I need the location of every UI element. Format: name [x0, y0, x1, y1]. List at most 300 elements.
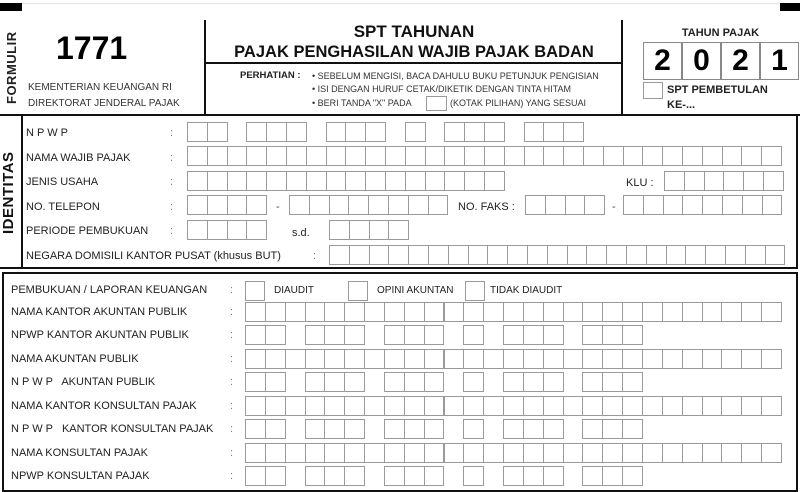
nama-kantor-akuntan-cell[interactable] [503, 302, 524, 322]
negara-domisili-cell[interactable] [448, 245, 469, 265]
nama-konsultan-cell[interactable] [563, 443, 584, 463]
nama-kantor-konsultan-cell[interactable] [444, 396, 465, 416]
nama-akuntan-cell[interactable] [404, 349, 425, 369]
nama-kantor-konsultan-cell[interactable] [324, 396, 345, 416]
periode-awal-cell[interactable] [246, 220, 267, 240]
nama-konsultan-cell[interactable] [384, 443, 405, 463]
telepon-number-cell[interactable] [289, 195, 310, 215]
negara-domisili-cell[interactable] [408, 245, 429, 265]
diaudit-checkbox[interactable] [245, 281, 265, 301]
negara-domisili-cell[interactable] [547, 245, 568, 265]
negara-domisili-cell[interactable] [487, 245, 508, 265]
npwp-konsultan-cell[interactable] [622, 466, 643, 486]
npwp-konsultan-cell[interactable] [305, 466, 326, 486]
npwp-konsultan-cell[interactable] [384, 466, 405, 486]
npwp-konsultan-cell[interactable] [404, 466, 425, 486]
nama-wajib-pajak-cell[interactable] [741, 146, 762, 166]
npwp-konsultan-cell[interactable] [582, 466, 603, 486]
npwp-akuntan-cell[interactable] [424, 372, 445, 392]
faks-number-cell[interactable] [643, 195, 664, 215]
periode-awal-cell[interactable] [207, 220, 228, 240]
nama-akuntan-cell[interactable] [682, 349, 703, 369]
npwp-kantor-akuntan-cell[interactable] [543, 325, 564, 345]
periode-akhir-cell[interactable] [388, 220, 409, 240]
nama-wajib-pajak-cell[interactable] [266, 146, 287, 166]
nama-wajib-pajak-cell[interactable] [583, 146, 604, 166]
nama-kantor-konsultan-cell[interactable] [582, 396, 603, 416]
opini-akuntan-checkbox[interactable] [348, 281, 368, 301]
telepon-number-cell[interactable] [309, 195, 330, 215]
telepon-number-cell[interactable] [329, 195, 350, 215]
telepon-number-cell[interactable] [428, 195, 449, 215]
nama-konsultan-cell[interactable] [344, 443, 365, 463]
nama-konsultan-cell[interactable] [662, 443, 683, 463]
nama-akuntan-cell[interactable] [582, 349, 603, 369]
npwp-kantor-akuntan-cell[interactable] [245, 325, 266, 345]
nama-kantor-akuntan-cell[interactable] [523, 302, 544, 322]
npwp-kantor-konsultan-cell[interactable] [305, 419, 326, 439]
nama-kantor-konsultan-cell[interactable] [622, 396, 643, 416]
npwp-kantor-konsultan-cell[interactable] [523, 419, 544, 439]
nama-kantor-akuntan-cell[interactable] [761, 302, 782, 322]
nama-wajib-pajak-cell[interactable] [246, 146, 267, 166]
nama-kantor-akuntan-cell[interactable] [463, 302, 484, 322]
nama-kantor-konsultan-cell[interactable] [364, 396, 385, 416]
negara-domisili-cell[interactable] [606, 245, 627, 265]
npwp-kantor-konsultan-cell[interactable] [622, 419, 643, 439]
npwp-akuntan-cell[interactable] [503, 372, 524, 392]
nama-wajib-pajak-cell[interactable] [286, 146, 307, 166]
nama-akuntan-cell[interactable] [543, 349, 564, 369]
nama-wajib-pajak-cell[interactable] [464, 146, 485, 166]
nama-wajib-pajak-cell[interactable] [603, 146, 624, 166]
nama-konsultan-cell[interactable] [721, 443, 742, 463]
negara-domisili-cell[interactable] [507, 245, 528, 265]
npwp-konsultan-cell[interactable] [324, 466, 345, 486]
negara-domisili-cell[interactable] [468, 245, 489, 265]
npwp-konsultan-cell[interactable] [265, 466, 286, 486]
year-digit-2[interactable]: 0 [682, 42, 721, 80]
jenis-usaha-cell[interactable] [425, 171, 446, 191]
nama-wajib-pajak-cell[interactable] [306, 146, 327, 166]
nama-akuntan-cell[interactable] [424, 349, 445, 369]
nama-akuntan-cell[interactable] [305, 349, 326, 369]
npwp-akuntan-cell[interactable] [523, 372, 544, 392]
npwp-cell[interactable] [187, 122, 208, 142]
npwp-kantor-konsultan-cell[interactable] [344, 419, 365, 439]
nama-kantor-konsultan-cell[interactable] [642, 396, 663, 416]
jenis-usaha-cell[interactable] [306, 171, 327, 191]
spt-pembetulan-checkbox[interactable] [643, 82, 663, 99]
nama-wajib-pajak-cell[interactable] [425, 146, 446, 166]
nama-wajib-pajak-cell[interactable] [345, 146, 366, 166]
npwp-kantor-konsultan-cell[interactable] [324, 419, 345, 439]
klu-cell[interactable] [684, 171, 705, 191]
nama-kantor-akuntan-cell[interactable] [582, 302, 603, 322]
nama-wajib-pajak-cell[interactable] [207, 146, 228, 166]
periode-akhir-cell[interactable] [329, 220, 350, 240]
periode-akhir-cell[interactable] [349, 220, 370, 240]
nama-wajib-pajak-cell[interactable] [444, 146, 465, 166]
year-digit-3[interactable]: 2 [721, 42, 760, 80]
nama-kantor-akuntan-cell[interactable] [245, 302, 266, 322]
nama-kantor-konsultan-cell[interactable] [602, 396, 623, 416]
faks-number-cell[interactable] [663, 195, 684, 215]
npwp-cell[interactable] [345, 122, 366, 142]
npwp-konsultan-cell[interactable] [523, 466, 544, 486]
nama-kantor-konsultan-cell[interactable] [404, 396, 425, 416]
nama-kantor-akuntan-cell[interactable] [424, 302, 445, 322]
jenis-usaha-cell[interactable] [405, 171, 426, 191]
nama-kantor-akuntan-cell[interactable] [285, 302, 306, 322]
nama-konsultan-cell[interactable] [602, 443, 623, 463]
klu-cell[interactable] [664, 171, 685, 191]
npwp-konsultan-cell[interactable] [503, 466, 524, 486]
nama-konsultan-cell[interactable] [702, 443, 723, 463]
faks-number-cell[interactable] [722, 195, 743, 215]
nama-konsultan-cell[interactable] [324, 443, 345, 463]
nama-kantor-akuntan-cell[interactable] [324, 302, 345, 322]
nama-kantor-akuntan-cell[interactable] [305, 302, 326, 322]
nama-wajib-pajak-cell[interactable] [365, 146, 386, 166]
telepon-number-cell[interactable] [348, 195, 369, 215]
npwp-cell[interactable] [524, 122, 545, 142]
npwp-kantor-akuntan-cell[interactable] [424, 325, 445, 345]
nama-akuntan-cell[interactable] [503, 349, 524, 369]
npwp-konsultan-cell[interactable] [463, 466, 484, 486]
npwp-cell[interactable] [207, 122, 228, 142]
jenis-usaha-cell[interactable] [464, 171, 485, 191]
faks-area-cell[interactable] [584, 195, 605, 215]
nama-wajib-pajak-cell[interactable] [524, 146, 545, 166]
nama-wajib-pajak-cell[interactable] [543, 146, 564, 166]
nama-konsultan-cell[interactable] [245, 443, 266, 463]
npwp-kantor-akuntan-cell[interactable] [582, 325, 603, 345]
nama-konsultan-cell[interactable] [642, 443, 663, 463]
year-digit-1[interactable]: 2 [643, 42, 682, 80]
npwp-kantor-konsultan-cell[interactable] [424, 419, 445, 439]
jenis-usaha-cell[interactable] [484, 171, 505, 191]
label-nama-kantor-konsultan: NAMA KANTOR KONSULTAN PAJAK [11, 400, 197, 412]
nama-kantor-konsultan-cell[interactable] [702, 396, 723, 416]
npwp-kantor-akuntan-cell[interactable] [503, 325, 524, 345]
nama-akuntan-cell[interactable] [444, 349, 465, 369]
nama-kantor-konsultan-cell[interactable] [741, 396, 762, 416]
telepon-number-cell[interactable] [388, 195, 409, 215]
nama-kantor-akuntan-cell[interactable] [662, 302, 683, 322]
jenis-usaha-cell[interactable] [385, 171, 406, 191]
npwp-cell[interactable] [543, 122, 564, 142]
negara-domisili-cell[interactable] [369, 245, 390, 265]
jenis-usaha-cell[interactable] [187, 171, 208, 191]
negara-domisili-cell[interactable] [388, 245, 409, 265]
npwp-akuntan-cell[interactable] [622, 372, 643, 392]
npwp-cell[interactable] [266, 122, 287, 142]
npwp-kantor-akuntan-cell[interactable] [344, 325, 365, 345]
nama-konsultan-cell[interactable] [523, 443, 544, 463]
nama-akuntan-cell[interactable] [324, 349, 345, 369]
faks-area-cell[interactable] [565, 195, 586, 215]
klu-cell[interactable] [704, 171, 725, 191]
faks-area-cell[interactable] [525, 195, 546, 215]
nama-wajib-pajak-cell[interactable] [563, 146, 584, 166]
jenis-usaha-cell[interactable] [326, 171, 347, 191]
npwp-kantor-akuntan-cell[interactable] [384, 325, 405, 345]
nama-akuntan-cell[interactable] [622, 349, 643, 369]
nama-wajib-pajak-cell[interactable] [326, 146, 347, 166]
nama-konsultan-cell[interactable] [543, 443, 564, 463]
npwp-konsultan-cell[interactable] [344, 466, 365, 486]
nama-kantor-akuntan-cell[interactable] [344, 302, 365, 322]
npwp-kantor-konsultan-cell[interactable] [463, 419, 484, 439]
klu-cell[interactable] [723, 171, 744, 191]
npwp-cell[interactable] [464, 122, 485, 142]
jenis-usaha-cell[interactable] [345, 171, 366, 191]
negara-domisili-cell[interactable] [567, 245, 588, 265]
nama-kantor-akuntan-cell[interactable] [741, 302, 762, 322]
klu-cell[interactable] [743, 171, 764, 191]
nama-kantor-akuntan-cell[interactable] [702, 302, 723, 322]
npwp-kantor-konsultan-cell[interactable] [582, 419, 603, 439]
nama-kantor-konsultan-cell[interactable] [245, 396, 266, 416]
npwp-cell[interactable] [246, 122, 267, 142]
nama-konsultan-cell[interactable] [444, 443, 465, 463]
nama-kantor-akuntan-cell[interactable] [721, 302, 742, 322]
npwp-konsultan-cell[interactable] [424, 466, 445, 486]
nama-kantor-konsultan-cell[interactable] [384, 396, 405, 416]
nama-akuntan-cell[interactable] [265, 349, 286, 369]
nama-akuntan-cell[interactable] [285, 349, 306, 369]
nama-wajib-pajak-cell[interactable] [623, 146, 644, 166]
telepon-number-cell[interactable] [408, 195, 429, 215]
npwp-cell[interactable] [405, 122, 426, 142]
faks-number-cell[interactable] [623, 195, 644, 215]
nama-kantor-akuntan-cell[interactable] [444, 302, 465, 322]
npwp-akuntan-cell[interactable] [582, 372, 603, 392]
jenis-usaha-cell[interactable] [246, 171, 267, 191]
nama-kantor-konsultan-cell[interactable] [662, 396, 683, 416]
jenis-usaha-cell[interactable] [266, 171, 287, 191]
nama-wajib-pajak-cell[interactable] [504, 146, 525, 166]
nama-akuntan-cell[interactable] [761, 349, 782, 369]
nama-kantor-konsultan-cell[interactable] [523, 396, 544, 416]
faks-number-cell[interactable] [742, 195, 763, 215]
jenis-usaha-cell[interactable] [365, 171, 386, 191]
npwp-akuntan-cell[interactable] [463, 372, 484, 392]
nama-konsultan-cell[interactable] [285, 443, 306, 463]
nama-konsultan-cell[interactable] [682, 443, 703, 463]
nama-kantor-akuntan-cell[interactable] [384, 302, 405, 322]
nama-akuntan-cell[interactable] [245, 349, 266, 369]
nama-kantor-konsultan-cell[interactable] [305, 396, 326, 416]
telepon-number-cell[interactable] [368, 195, 389, 215]
npwp-kantor-konsultan-cell[interactable] [543, 419, 564, 439]
nama-akuntan-cell[interactable] [702, 349, 723, 369]
npwp-cell[interactable] [365, 122, 386, 142]
npwp-kantor-akuntan-cell[interactable] [622, 325, 643, 345]
nama-kantor-akuntan-cell[interactable] [602, 302, 623, 322]
nama-konsultan-cell[interactable] [483, 443, 504, 463]
klu-cell[interactable] [763, 171, 784, 191]
negara-domisili-cell[interactable] [349, 245, 370, 265]
negara-domisili-cell[interactable] [705, 245, 726, 265]
npwp-kantor-akuntan-cell[interactable] [265, 325, 286, 345]
nama-kantor-konsultan-cell[interactable] [483, 396, 504, 416]
faks-number-cell[interactable] [682, 195, 703, 215]
nama-kantor-konsultan-cell[interactable] [265, 396, 286, 416]
nama-wajib-pajak-cell[interactable] [385, 146, 406, 166]
negara-domisili-cell[interactable] [586, 245, 607, 265]
nama-kantor-konsultan-cell[interactable] [543, 396, 564, 416]
nama-wajib-pajak-cell[interactable] [682, 146, 703, 166]
nama-kantor-konsultan-cell[interactable] [761, 396, 782, 416]
faks-number-cell[interactable] [702, 195, 723, 215]
telepon-area-cell[interactable] [187, 195, 208, 215]
npwp-kantor-konsultan-cell[interactable] [245, 419, 266, 439]
negara-domisili-cell[interactable] [527, 245, 548, 265]
nama-konsultan-cell[interactable] [364, 443, 385, 463]
nama-wajib-pajak-cell[interactable] [642, 146, 663, 166]
npwp-cell[interactable] [444, 122, 465, 142]
npwp-kantor-akuntan-cell[interactable] [324, 325, 345, 345]
npwp-konsultan-cell[interactable] [602, 466, 623, 486]
negara-domisili-cell[interactable] [626, 245, 647, 265]
year-digit-4[interactable]: 1 [760, 42, 799, 80]
nama-akuntan-cell[interactable] [642, 349, 663, 369]
nama-akuntan-cell[interactable] [523, 349, 544, 369]
nama-akuntan-cell[interactable] [344, 349, 365, 369]
nama-kantor-akuntan-cell[interactable] [563, 302, 584, 322]
nama-kantor-konsultan-cell[interactable] [721, 396, 742, 416]
npwp-kantor-akuntan-cell[interactable] [602, 325, 623, 345]
nama-konsultan-cell[interactable] [582, 443, 603, 463]
npwp-akuntan-cell[interactable] [324, 372, 345, 392]
nama-kantor-konsultan-cell[interactable] [285, 396, 306, 416]
nama-konsultan-cell[interactable] [741, 443, 762, 463]
periode-akhir-cell[interactable] [369, 220, 390, 240]
npwp-cell[interactable] [563, 122, 584, 142]
faks-area-cell[interactable] [545, 195, 566, 215]
nama-wajib-pajak-cell[interactable] [702, 146, 723, 166]
npwp-kantor-konsultan-cell[interactable] [265, 419, 286, 439]
npwp-kantor-konsultan-cell[interactable] [384, 419, 405, 439]
nama-wajib-pajak-cell[interactable] [227, 146, 248, 166]
spt-pembetulan-ke: KE-... [667, 99, 696, 111]
nama-akuntan-cell[interactable] [662, 349, 683, 369]
npwp-akuntan-cell[interactable] [602, 372, 623, 392]
npwp-akuntan-cell[interactable] [344, 372, 365, 392]
npwp-cell[interactable] [484, 122, 505, 142]
nama-wajib-pajak-cell[interactable] [761, 146, 782, 166]
npwp-akuntan-cell[interactable] [305, 372, 326, 392]
jenis-usaha-cell[interactable] [227, 171, 248, 191]
nama-kantor-konsultan-cell[interactable] [463, 396, 484, 416]
jenis-usaha-cell[interactable] [207, 171, 228, 191]
negara-domisili-cell[interactable] [666, 245, 687, 265]
telepon-area-cell[interactable] [207, 195, 228, 215]
npwp-konsultan-cell[interactable] [543, 466, 564, 486]
negara-domisili-cell[interactable] [745, 245, 766, 265]
periode-awal-cell[interactable] [187, 220, 208, 240]
nama-kantor-akuntan-cell[interactable] [543, 302, 564, 322]
npwp-kantor-akuntan-cell[interactable] [404, 325, 425, 345]
nama-akuntan-cell[interactable] [483, 349, 504, 369]
nama-akuntan-cell[interactable] [741, 349, 762, 369]
nama-akuntan-cell[interactable] [364, 349, 385, 369]
jenis-usaha-cell[interactable] [286, 171, 307, 191]
npwp-kantor-konsultan-cell[interactable] [503, 419, 524, 439]
nama-konsultan-cell[interactable] [305, 443, 326, 463]
nama-kantor-konsultan-cell[interactable] [563, 396, 584, 416]
jenis-usaha-cell[interactable] [444, 171, 465, 191]
telepon-area-cell[interactable] [227, 195, 248, 215]
negara-domisili-cell[interactable] [765, 245, 786, 265]
npwp-akuntan-cell[interactable] [384, 372, 405, 392]
negara-domisili-cell[interactable] [725, 245, 746, 265]
npwp-kantor-konsultan-cell[interactable] [404, 419, 425, 439]
nama-akuntan-cell[interactable] [602, 349, 623, 369]
nama-konsultan-cell[interactable] [424, 443, 445, 463]
nama-akuntan-cell[interactable] [384, 349, 405, 369]
nama-kantor-akuntan-cell[interactable] [682, 302, 703, 322]
nama-wajib-pajak-cell[interactable] [722, 146, 743, 166]
npwp-konsultan-cell[interactable] [245, 466, 266, 486]
negara-domisili-cell[interactable] [646, 245, 667, 265]
npwp-kantor-akuntan-cell[interactable] [305, 325, 326, 345]
nama-kantor-akuntan-cell[interactable] [265, 302, 286, 322]
nama-konsultan-cell[interactable] [404, 443, 425, 463]
npwp-akuntan-cell[interactable] [265, 372, 286, 392]
nama-akuntan-cell[interactable] [563, 349, 584, 369]
npwp-kantor-konsultan-cell[interactable] [602, 419, 623, 439]
nama-wajib-pajak-cell[interactable] [662, 146, 683, 166]
negara-domisili-cell[interactable] [685, 245, 706, 265]
nama-wajib-pajak-cell[interactable] [405, 146, 426, 166]
nama-kantor-akuntan-cell[interactable] [404, 302, 425, 322]
nama-kantor-akuntan-cell[interactable] [364, 302, 385, 322]
nama-akuntan-cell[interactable] [721, 349, 742, 369]
nama-konsultan-cell[interactable] [622, 443, 643, 463]
nama-kantor-akuntan-cell[interactable] [622, 302, 643, 322]
tidak-diaudit-checkbox[interactable] [465, 281, 485, 301]
nama-wajib-pajak-cell[interactable] [484, 146, 505, 166]
npwp-kantor-akuntan-cell[interactable] [523, 325, 544, 345]
nama-kantor-konsultan-cell[interactable] [424, 396, 445, 416]
nama-kantor-konsultan-cell[interactable] [344, 396, 365, 416]
nama-konsultan-cell[interactable] [265, 443, 286, 463]
faks-number-cell[interactable] [762, 195, 783, 215]
telepon-area-cell[interactable] [246, 195, 267, 215]
nama-kantor-akuntan-cell[interactable] [483, 302, 504, 322]
npwp-cell[interactable] [326, 122, 347, 142]
nama-konsultan-cell[interactable] [761, 443, 782, 463]
npwp-cell[interactable] [286, 122, 307, 142]
negara-domisili-cell[interactable] [329, 245, 350, 265]
nama-konsultan-cell[interactable] [503, 443, 524, 463]
negara-domisili-cell[interactable] [428, 245, 449, 265]
npwp-akuntan-cell[interactable] [543, 372, 564, 392]
nama-kantor-konsultan-cell[interactable] [682, 396, 703, 416]
nama-kantor-akuntan-cell[interactable] [642, 302, 663, 322]
npwp-kantor-akuntan-cell[interactable] [463, 325, 484, 345]
nama-kantor-konsultan-cell[interactable] [503, 396, 524, 416]
periode-awal-cell[interactable] [227, 220, 248, 240]
nama-akuntan-cell[interactable] [463, 349, 484, 369]
nama-wajib-pajak-cell[interactable] [187, 146, 208, 166]
nama-konsultan-cell[interactable] [463, 443, 484, 463]
npwp-akuntan-cell[interactable] [404, 372, 425, 392]
npwp-akuntan-cell[interactable] [245, 372, 266, 392]
